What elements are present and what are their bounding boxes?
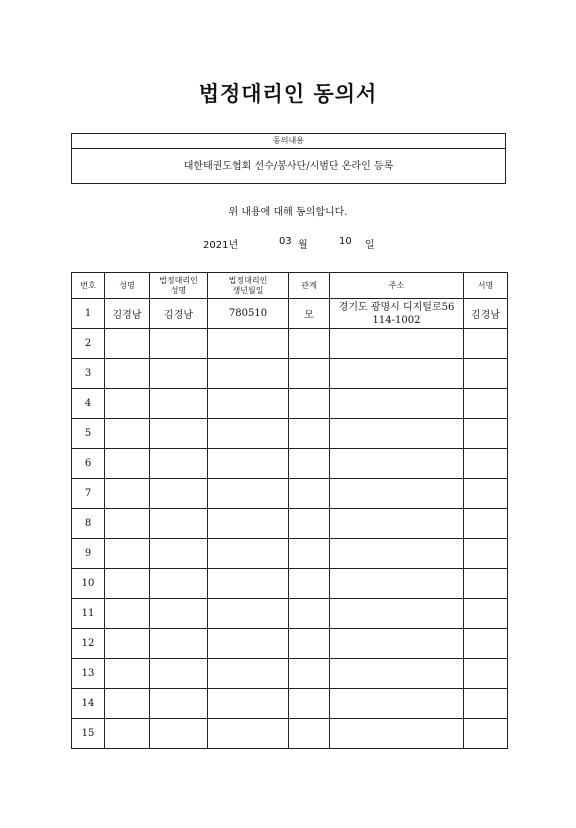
cell-guardian-name <box>150 629 208 659</box>
consent-box <box>71 133 506 184</box>
cell-signature: 김경남 <box>464 299 508 329</box>
cell-signature <box>464 539 508 569</box>
table-row <box>72 629 508 659</box>
cell-relation <box>289 599 330 629</box>
cell-guardian-name <box>150 719 208 749</box>
table-row <box>72 599 508 629</box>
cell-relation <box>289 329 330 359</box>
cell-address <box>330 599 464 629</box>
cell-address <box>330 719 464 749</box>
cell-number: 13 <box>72 659 105 689</box>
cell-address <box>330 479 464 509</box>
table-row <box>72 329 508 359</box>
cell-signature <box>464 359 508 389</box>
cell-address <box>330 539 464 569</box>
cell-guardian-birthdate <box>208 359 289 389</box>
cell-name <box>105 569 150 599</box>
cell-name <box>105 479 150 509</box>
cell-guardian-birthdate <box>208 569 289 599</box>
cell-guardian-name <box>150 689 208 719</box>
cell-relation <box>289 629 330 659</box>
cell-name <box>105 449 150 479</box>
document-title: 법정대리인 동의서 <box>198 81 378 106</box>
cell-number: 10 <box>72 569 105 599</box>
table-row <box>72 299 508 329</box>
cell-name <box>105 539 150 569</box>
table-row <box>72 689 508 719</box>
cell-relation <box>289 689 330 719</box>
cell-guardian-name <box>150 419 208 449</box>
cell-number: 3 <box>72 359 105 389</box>
cell-signature <box>464 659 508 689</box>
cell-number: 4 <box>72 389 105 419</box>
cell-address <box>330 359 464 389</box>
cell-signature <box>464 719 508 749</box>
cell-signature <box>464 569 508 599</box>
agreement-statement: 위 내용에 대해 동의합니다. <box>228 207 348 218</box>
cell-guardian-birthdate: 780510 <box>208 299 289 329</box>
cell-name <box>105 689 150 719</box>
table-row <box>72 419 508 449</box>
cell-guardian-name <box>150 449 208 479</box>
cell-relation <box>289 509 330 539</box>
cell-address <box>330 329 464 359</box>
cell-name <box>105 419 150 449</box>
cell-number: 15 <box>72 719 105 749</box>
cell-guardian-name: 김경남 <box>150 299 208 329</box>
cell-relation <box>289 389 330 419</box>
cell-signature <box>464 509 508 539</box>
header-address: 주소 <box>330 273 464 299</box>
cell-guardian-name <box>150 479 208 509</box>
cell-guardian-name <box>150 389 208 419</box>
cell-number: 2 <box>72 329 105 359</box>
cell-name <box>105 599 150 629</box>
cell-guardian-birthdate <box>208 449 289 479</box>
cell-name <box>105 629 150 659</box>
header-relation: 관계 <box>289 273 330 299</box>
cell-guardian-name <box>150 539 208 569</box>
table-row <box>72 479 508 509</box>
date-year: 2021년 <box>203 240 239 251</box>
cell-address <box>330 659 464 689</box>
cell-number: 14 <box>72 689 105 719</box>
table-row <box>72 359 508 389</box>
cell-name <box>105 509 150 539</box>
cell-guardian-birthdate <box>208 419 289 449</box>
roster-table <box>71 272 508 749</box>
date-month-value: 03 <box>279 236 292 247</box>
table-row <box>72 449 508 479</box>
cell-number: 7 <box>72 479 105 509</box>
cell-address <box>330 569 464 599</box>
cell-signature <box>464 629 508 659</box>
cell-guardian-name <box>150 599 208 629</box>
table-row <box>72 509 508 539</box>
cell-relation <box>289 359 330 389</box>
cell-name <box>105 359 150 389</box>
cell-address <box>330 389 464 419</box>
consent-header: 동의내용 <box>72 134 505 149</box>
cell-number: 9 <box>72 539 105 569</box>
cell-relation: 모 <box>289 299 330 329</box>
cell-relation <box>289 419 330 449</box>
cell-address <box>330 449 464 479</box>
cell-name <box>105 329 150 359</box>
cell-address <box>330 419 464 449</box>
cell-guardian-name <box>150 659 208 689</box>
cell-number: 1 <box>72 299 105 329</box>
cell-signature <box>464 689 508 719</box>
table-header-row <box>72 273 508 299</box>
cell-relation <box>289 449 330 479</box>
table-row <box>72 539 508 569</box>
cell-guardian-birthdate <box>208 539 289 569</box>
date-month-label: 월 <box>298 240 308 251</box>
cell-number: 5 <box>72 419 105 449</box>
header-name: 성명 <box>105 273 150 299</box>
cell-name: 김경남 <box>105 299 150 329</box>
cell-relation <box>289 539 330 569</box>
cell-name <box>105 659 150 689</box>
cell-relation <box>289 659 330 689</box>
cell-address: 경기도 광명시 디지털로56 114-1002 <box>330 299 464 329</box>
cell-guardian-birthdate <box>208 599 289 629</box>
consent-body: 대한태권도협회 선수/봉사단/시범단 온라인 등록 <box>183 161 394 172</box>
cell-guardian-name <box>150 569 208 599</box>
cell-relation <box>289 719 330 749</box>
cell-signature <box>464 419 508 449</box>
table-row <box>72 569 508 599</box>
table-row <box>72 389 508 419</box>
cell-guardian-birthdate <box>208 659 289 689</box>
cell-guardian-birthdate <box>208 509 289 539</box>
cell-guardian-name <box>150 329 208 359</box>
cell-guardian-birthdate <box>208 389 289 419</box>
cell-guardian-name <box>150 359 208 389</box>
table-body <box>72 299 508 749</box>
cell-guardian-birthdate <box>208 689 289 719</box>
cell-guardian-name <box>150 509 208 539</box>
cell-signature <box>464 389 508 419</box>
cell-guardian-birthdate <box>208 629 289 659</box>
cell-signature <box>464 479 508 509</box>
cell-name <box>105 719 150 749</box>
cell-address <box>330 689 464 719</box>
header-guardian-name: 법정대리인 성명 <box>150 273 208 299</box>
cell-guardian-birthdate <box>208 719 289 749</box>
header-signature: 서명 <box>464 273 508 299</box>
table-row <box>72 659 508 689</box>
cell-number: 12 <box>72 629 105 659</box>
cell-signature <box>464 599 508 629</box>
table-row <box>72 719 508 749</box>
cell-number: 11 <box>72 599 105 629</box>
cell-signature <box>464 449 508 479</box>
cell-name <box>105 389 150 419</box>
cell-guardian-birthdate <box>208 479 289 509</box>
cell-number: 6 <box>72 449 105 479</box>
cell-address <box>330 509 464 539</box>
cell-number: 8 <box>72 509 105 539</box>
cell-relation <box>289 479 330 509</box>
cell-signature <box>464 329 508 359</box>
date-day-value: 10 <box>339 236 352 247</box>
header-guardian-birthdate: 법정대리인 생년월일 <box>208 273 289 299</box>
cell-guardian-birthdate <box>208 329 289 359</box>
header-number: 번호 <box>72 273 105 299</box>
date-day-label: 일 <box>365 240 375 251</box>
cell-relation <box>289 569 330 599</box>
cell-address <box>330 629 464 659</box>
